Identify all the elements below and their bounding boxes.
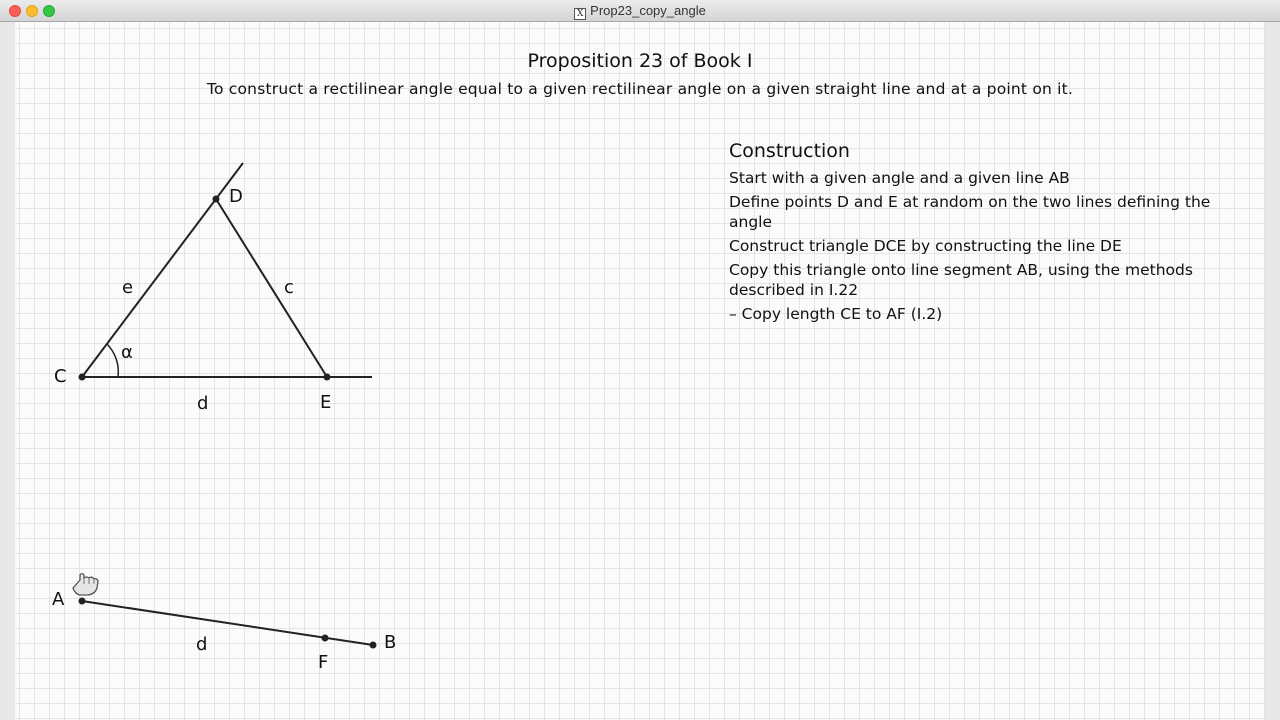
point-a[interactable] <box>79 598 86 605</box>
proposition-statement: To construct a rectilinear angle equal to a given rectilinear angle on a given straight line and at a point on it. <box>206 80 1074 98</box>
construction-step: Copy this triangle onto line segment AB, using the methods described in I.22 <box>729 261 1193 299</box>
segment-de[interactable] <box>216 199 327 377</box>
label-side-d-ab: d <box>196 634 208 655</box>
point-e[interactable] <box>324 374 331 381</box>
angle-arc-alpha <box>107 344 118 377</box>
proposition-title: Proposition 23 of Book I <box>527 50 753 72</box>
construction-step: Construct triangle DCE by constructing the line DE <box>729 237 1122 255</box>
label-f: F <box>318 652 329 673</box>
construction-step: Define points D and E at random on the two lines defining the angle <box>729 193 1211 231</box>
hand-pointer-icon <box>68 568 102 598</box>
construction-step: – Copy length CE to AF (I.2) <box>729 305 943 323</box>
label-a: A <box>52 589 65 610</box>
label-e: E <box>320 392 332 413</box>
label-side-c: c <box>284 277 294 298</box>
construction-step: Start with a given angle and a given line AB <box>729 169 1070 187</box>
label-side-e: e <box>122 277 134 298</box>
label-b: B <box>384 632 397 653</box>
point-b[interactable] <box>370 642 377 649</box>
ray-cd[interactable] <box>82 163 243 377</box>
segment-ab[interactable] <box>82 601 373 645</box>
label-side-d: d <box>197 393 209 414</box>
label-angle-alpha: α <box>121 342 133 363</box>
label-d: D <box>229 186 243 207</box>
label-c: C <box>54 366 67 387</box>
window-title-text: Prop23_copy_angle <box>590 3 706 18</box>
x11-app-icon: X <box>574 8 586 20</box>
construction-heading: Construction <box>729 140 850 162</box>
point-d[interactable] <box>213 196 220 203</box>
point-c[interactable] <box>79 374 86 381</box>
point-f[interactable] <box>322 635 329 642</box>
